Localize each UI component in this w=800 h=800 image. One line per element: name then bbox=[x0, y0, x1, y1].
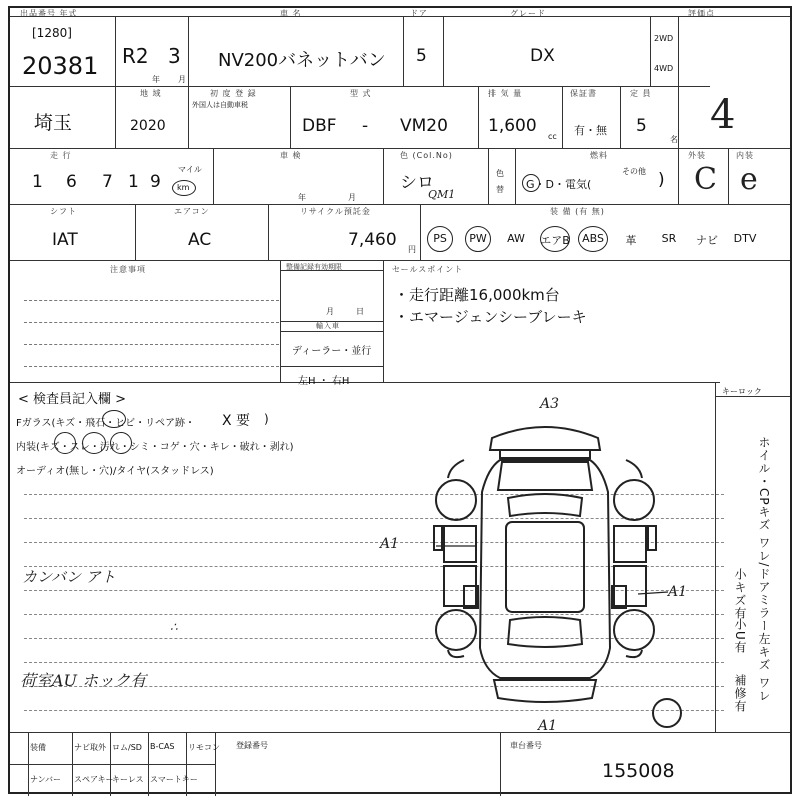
exterior-header: 外装 bbox=[688, 151, 706, 160]
rule bbox=[110, 732, 111, 796]
ac: AC bbox=[188, 230, 212, 250]
mileage-digit: 1 bbox=[32, 172, 43, 192]
notes-header: 注意事項 bbox=[110, 265, 146, 274]
rule bbox=[488, 148, 489, 204]
rule bbox=[10, 260, 790, 261]
rule bbox=[148, 732, 149, 796]
sales-points-header: セールスポイント bbox=[392, 265, 464, 274]
rule bbox=[72, 732, 73, 796]
warranty-header: 保証書 bbox=[570, 89, 597, 98]
rule bbox=[10, 16, 790, 17]
model-code-header: 型 式 bbox=[350, 89, 372, 98]
rule bbox=[268, 204, 269, 260]
note-line bbox=[24, 322, 279, 323]
handwritten-note: 荷室AU ホック有 bbox=[20, 671, 147, 690]
sales-point: ・エマージェンシーブレーキ bbox=[394, 308, 587, 326]
scuff-circle-mark bbox=[82, 432, 106, 454]
rule bbox=[188, 16, 189, 148]
recycle-fee: 7,460 bbox=[348, 230, 397, 250]
rule bbox=[678, 16, 679, 204]
equipment-header: 装 備 (有 無) bbox=[550, 207, 605, 216]
option-leather: 革 bbox=[625, 234, 637, 247]
registration-header: 登録番号 bbox=[236, 741, 268, 750]
capacity-header: 定 員 bbox=[630, 89, 652, 98]
yen-unit: 円 bbox=[408, 245, 416, 254]
unit-km: km bbox=[177, 183, 190, 192]
warranty: 有・無 bbox=[574, 124, 607, 137]
inspection-month: 月 bbox=[348, 193, 356, 202]
year-kanji: 年 bbox=[152, 75, 160, 84]
windshield-line: Fガラス(キズ・飛石・ヒビ・リペア跡・ bbox=[16, 418, 195, 429]
footer-remote: リモコン bbox=[188, 743, 220, 752]
import-header: 輸入車 bbox=[316, 322, 340, 330]
option-navi: ナビ bbox=[696, 234, 718, 247]
era: R2 bbox=[122, 44, 149, 68]
color-header: 色 (Col.No) bbox=[400, 151, 453, 160]
rule bbox=[135, 204, 136, 260]
option-sunroof: SR bbox=[661, 232, 677, 245]
rule bbox=[186, 732, 187, 796]
option-dtv: DTV bbox=[733, 232, 757, 245]
mileage-digit: 9 bbox=[150, 172, 161, 192]
color-code: QM1 bbox=[428, 188, 456, 201]
audio-tire-line: オーディオ(無し・穴)/タイヤ(スタッドレス) bbox=[16, 466, 214, 477]
auction-number: [1280] bbox=[32, 26, 72, 40]
first-reg-year: 2020 bbox=[130, 118, 166, 134]
model-dash: - bbox=[362, 116, 369, 136]
exterior-grade: C bbox=[694, 162, 717, 197]
handwritten-note: カンバン アト bbox=[22, 568, 116, 586]
deadline-header: 整備記録有効期限 bbox=[286, 263, 342, 271]
footer-rom: ロム/SD bbox=[112, 743, 142, 752]
cc-unit: cc bbox=[548, 132, 557, 141]
mileage-header: 走 行 bbox=[50, 151, 72, 160]
vertical-note: 小キズ有 bbox=[733, 568, 747, 620]
rule bbox=[562, 86, 563, 148]
rule bbox=[10, 764, 215, 765]
rule bbox=[280, 260, 281, 382]
model-prefix: DBF bbox=[302, 116, 337, 136]
option-abs: ABS bbox=[582, 232, 604, 245]
mileage-digit: 6 bbox=[66, 172, 77, 192]
footer-bcas: B-CAS bbox=[150, 742, 175, 751]
rule bbox=[280, 366, 383, 367]
rule bbox=[10, 382, 720, 383]
footer-number: ナンバー bbox=[30, 775, 62, 784]
capacity-unit: 名 bbox=[670, 135, 678, 144]
first-reg-header: 初 度 登 録 bbox=[210, 89, 257, 98]
rule bbox=[728, 148, 729, 204]
inspection-year: 年 bbox=[298, 193, 306, 202]
grade: DX bbox=[530, 46, 555, 66]
rule bbox=[10, 204, 790, 205]
rule bbox=[500, 732, 501, 796]
note-line bbox=[24, 344, 279, 345]
footer-keyless: キーレス bbox=[112, 775, 144, 784]
interior-line: 内装(キズ・スレ・汚れ・シミ・コゲ・穴・キレ・破れ・剥れ) bbox=[16, 442, 294, 453]
chassis-number: 155008 bbox=[602, 760, 675, 782]
shift-header: シフト bbox=[50, 207, 77, 216]
scribble-mark: ∴ bbox=[170, 620, 178, 634]
footer-spare-key: スペアキー bbox=[74, 775, 114, 784]
scratch-circle-mark bbox=[54, 432, 76, 454]
import-type: ディーラー・並行 bbox=[292, 346, 372, 357]
score-header: 評価点 bbox=[688, 9, 715, 18]
ac-header: エアコン bbox=[174, 207, 210, 216]
month-kanji: 月 bbox=[178, 75, 186, 84]
rule bbox=[620, 86, 621, 148]
deadline-month: 月 bbox=[326, 307, 334, 316]
lot-header: 出品番号 年式 bbox=[20, 9, 78, 18]
damage-label-a1: A1 bbox=[380, 536, 400, 552]
rule bbox=[650, 16, 651, 86]
windshield-close: ) bbox=[264, 412, 269, 426]
windshield-mark: X 要 bbox=[222, 413, 251, 429]
rule bbox=[383, 148, 384, 204]
rule bbox=[115, 86, 116, 148]
rule bbox=[10, 148, 790, 149]
car-diagram bbox=[420, 398, 670, 718]
region: 埼玉 bbox=[34, 112, 73, 134]
era-year: 3 bbox=[168, 44, 181, 68]
capacity: 5 bbox=[636, 116, 647, 136]
steering: 左H ・ 右H bbox=[298, 376, 350, 387]
import-note: 外国人は自動車税 bbox=[192, 101, 248, 109]
fuel-other: その他 bbox=[622, 167, 646, 176]
displacement: 1,600 bbox=[488, 116, 537, 136]
vertical-note: 小U有 bbox=[733, 618, 747, 654]
model-code: VM20 bbox=[400, 116, 448, 136]
footer-navi: ナビ取外 bbox=[74, 743, 106, 752]
drive-2wd: 2WD bbox=[654, 34, 674, 43]
deadline-day: 日 bbox=[356, 307, 364, 316]
vertical-note: ホイル・CPキズ ワレ/ドアミラー左キズ ワレ bbox=[757, 436, 771, 703]
mileage-digit: 1 bbox=[128, 172, 139, 192]
rule bbox=[403, 16, 404, 86]
note-line bbox=[24, 300, 279, 301]
rule bbox=[10, 732, 790, 733]
stain-circle-mark bbox=[110, 432, 132, 454]
chip-circle-mark bbox=[102, 410, 126, 428]
grade-header: グレード bbox=[510, 9, 546, 18]
option-aw: AW bbox=[507, 232, 525, 245]
option-airbag: エアB bbox=[540, 234, 570, 247]
rule bbox=[515, 148, 516, 204]
rule bbox=[28, 732, 29, 796]
spare-tire-circle bbox=[652, 698, 682, 728]
color-change-2: 替 bbox=[496, 185, 504, 194]
rule bbox=[715, 382, 716, 732]
note-line bbox=[24, 366, 279, 367]
inspector-title: < 検査員記入欄 > bbox=[18, 392, 127, 407]
color: シロ bbox=[400, 173, 434, 193]
rule bbox=[280, 331, 383, 332]
sales-point: ・走行距離16,000km台 bbox=[394, 286, 560, 304]
region-header: 地 域 bbox=[140, 89, 162, 98]
footer-misc: 装備 bbox=[30, 743, 46, 752]
model-header: 車 名 bbox=[280, 9, 302, 18]
displacement-header: 排 気 量 bbox=[488, 89, 523, 98]
rule bbox=[478, 86, 479, 148]
damage-label-a3: A3 bbox=[540, 396, 560, 412]
model-name: NV200バネットバン bbox=[218, 50, 386, 71]
drive-4wd: 4WD bbox=[654, 64, 674, 73]
key-lock-label: キーロック bbox=[722, 387, 762, 396]
lot-number: 20381 bbox=[22, 52, 99, 80]
fuel: G・D・電気( bbox=[526, 178, 592, 191]
option-pw: PW bbox=[469, 232, 487, 245]
doors-header: ドア bbox=[410, 9, 428, 18]
footer-smart-key: スマートキー bbox=[150, 775, 198, 784]
rule bbox=[115, 16, 116, 86]
shift: IAT bbox=[52, 230, 78, 250]
fuel-header: 燃料 bbox=[590, 151, 608, 160]
rule bbox=[443, 16, 444, 86]
rule bbox=[213, 148, 214, 204]
damage-label-a1: A1 bbox=[538, 718, 558, 734]
recycle-header: リサイクル預託金 bbox=[300, 207, 371, 216]
damage-label-a1: A1 bbox=[668, 584, 688, 600]
color-change-1: 色 bbox=[496, 169, 504, 178]
rule bbox=[383, 260, 384, 382]
interior-header: 内装 bbox=[736, 151, 754, 160]
inspection-header: 車 検 bbox=[280, 151, 302, 160]
unit-mile: マイル bbox=[178, 165, 202, 174]
vertical-note: 補修有 bbox=[733, 674, 747, 713]
option-ps: PS bbox=[433, 232, 447, 245]
fuel-close: ) bbox=[658, 170, 665, 190]
mileage-digit: 7 bbox=[102, 172, 113, 192]
doors: 5 bbox=[416, 46, 427, 66]
score-value: 4 bbox=[710, 92, 736, 138]
interior-grade: e bbox=[740, 162, 758, 197]
chassis-header: 車台番号 bbox=[510, 741, 542, 750]
rule bbox=[290, 86, 291, 148]
auction-sheet bbox=[8, 6, 792, 794]
